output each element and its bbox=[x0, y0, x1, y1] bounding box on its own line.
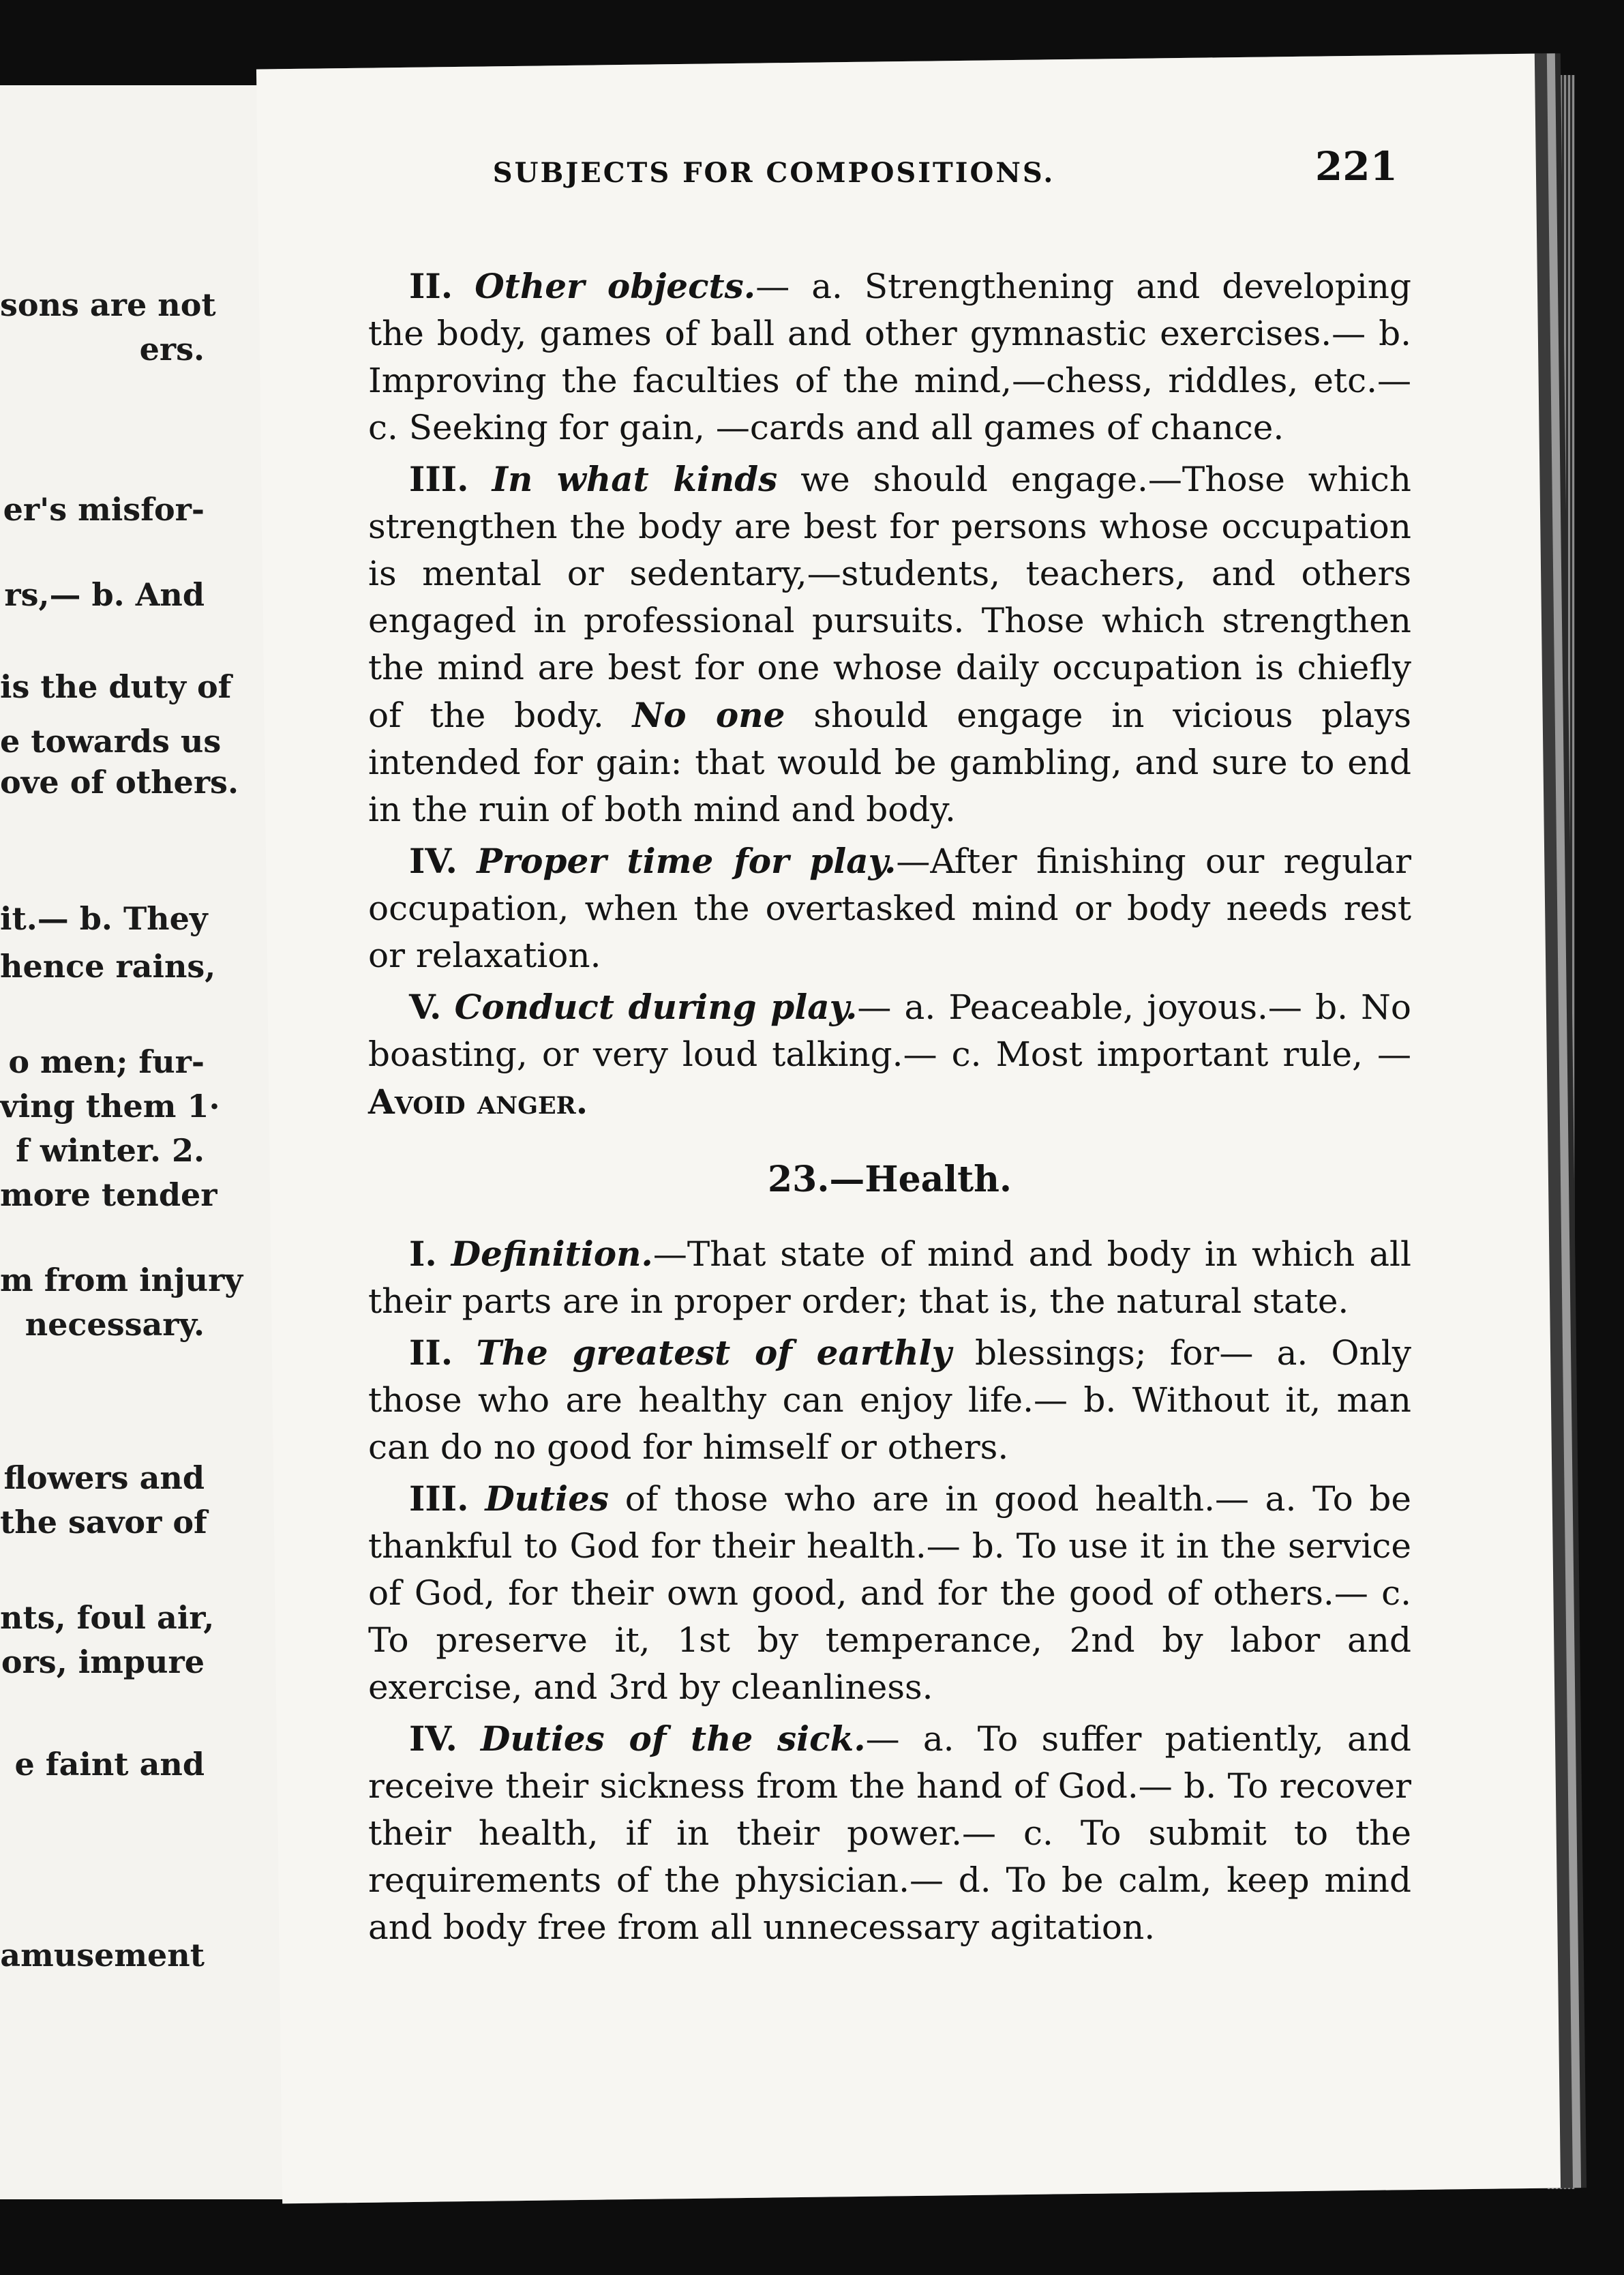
paragraph bbox=[368, 837, 1411, 979]
item-title: Definition. bbox=[451, 1234, 653, 1274]
item-title: In what kinds bbox=[492, 459, 778, 499]
left-page-text-fragment: it.— b. They bbox=[0, 900, 208, 937]
page-body bbox=[368, 263, 1411, 1955]
item-number: II. bbox=[409, 266, 453, 306]
left-page-text-fragment: e faint and bbox=[14, 1746, 205, 1783]
item-number: III. bbox=[409, 459, 469, 499]
item-text: — a. Peaceable, joyous.— b. No boasting, or very loud talking.— c. Most important rule, — bbox=[368, 987, 1411, 1074]
item-number: II. bbox=[409, 1333, 453, 1373]
item-number: V. bbox=[409, 987, 442, 1027]
left-page-text-fragment: more tender bbox=[0, 1176, 217, 1213]
item-title: Proper time for play. bbox=[477, 841, 897, 881]
paragraph bbox=[368, 1715, 1411, 1951]
left-page-text-fragment: the savor of bbox=[0, 1504, 207, 1541]
left-page-text-fragment: rs,— b. And bbox=[4, 576, 205, 613]
left-page-text-fragment: ors, impure bbox=[1, 1644, 205, 1680]
item-text: —After finishing our regular occupation, when the overtasked mind or body needs rest or relaxation. bbox=[368, 842, 1411, 975]
item-text: —That state of mind and body in which all their parts are in proper order; that is, the natural state. bbox=[368, 1234, 1411, 1321]
left-page-text-fragment: ove of others. bbox=[0, 764, 239, 801]
item-title: Other objects. bbox=[475, 266, 756, 306]
page-number: 221 bbox=[1314, 143, 1398, 190]
left-page-text-fragment: is the duty of bbox=[0, 668, 232, 705]
paragraph bbox=[368, 1230, 1411, 1325]
left-page-text-fragment: er's misfor- bbox=[3, 491, 205, 528]
item-title: Duties of the sick. bbox=[481, 1719, 866, 1759]
item-title: The greatest of earthly bbox=[476, 1333, 952, 1373]
section-heading: 23.—Health. bbox=[767, 1159, 1012, 1200]
left-page-text-fragment: necessary. bbox=[25, 1306, 205, 1343]
item-number: III. bbox=[409, 1478, 469, 1519]
item-title: Conduct during play. bbox=[454, 987, 858, 1027]
paragraph bbox=[368, 1475, 1411, 1711]
item-number: I. bbox=[409, 1234, 437, 1274]
item-text: — a. To suffer patiently, and receive their sickness from the hand of God.— b. To recover their health, if in their power.— c. To submit to the requirements of the physician.— d. To be calm, keep mind and body free from all unnecessary agitation. bbox=[368, 1719, 1411, 1947]
paragraph bbox=[368, 263, 1411, 451]
left-page bbox=[0, 85, 290, 2199]
paragraph bbox=[368, 1329, 1411, 1471]
item-title: Duties bbox=[485, 1478, 610, 1519]
left-page-text-fragment: m from injury bbox=[0, 1262, 243, 1298]
paragraph bbox=[368, 456, 1411, 833]
left-page-text-fragment: flowers and bbox=[3, 1459, 205, 1496]
item-caps: Avoid anger. bbox=[368, 1082, 588, 1122]
item-text: we should engage.—Those which strengthen the body are best for persons whose occupation is mental or sedentary,—students, teachers, and others engaged in professional pursuits. Those which strengthen the mind are best for one whose daily occupation is chiefly of the body. bbox=[368, 460, 1412, 735]
page-header bbox=[331, 136, 1398, 198]
item-text: — a. Strengthening and developing the body, games of ball and other gymnastic exercises.— b. Improving the faculties of the mind,—chess, riddles, etc.— c. Seeking for gain, —cards and all games of chance. bbox=[368, 267, 1411, 447]
left-page-text-fragment: nts, foul air, bbox=[0, 1599, 215, 1636]
left-page-text-fragment: ers. bbox=[139, 331, 205, 368]
item-number: IV. bbox=[409, 1719, 457, 1759]
item-text: blessings; for— a. Only those who are healthy can enjoy life.— b. Without it, man can do no good for himself or others. bbox=[368, 1333, 1411, 1467]
left-page-text-fragment: sons are not bbox=[0, 286, 216, 323]
left-page-text-fragment: e towards us bbox=[0, 723, 222, 760]
item-text: should engage in vicious plays intended for gain: that would be gambling, and sure to end in the ruin of both mind and body. bbox=[368, 696, 1411, 829]
left-page-text-fragment: amusement bbox=[0, 1937, 205, 1974]
running-head: SUBJECTS FOR COMPOSITIONS. bbox=[492, 157, 1055, 189]
paragraph bbox=[368, 983, 1411, 1126]
item-emphasis: No one bbox=[632, 695, 785, 735]
left-page-text-fragment: hence rains, bbox=[0, 948, 216, 985]
item-number: IV. bbox=[409, 841, 457, 881]
item-text: of those who are in good health.— a. To be thankful to God for their health.— b. To use it in the service of God, for their own good, and for the good of others.— c. To preserve it, 1st by temperance, 2nd by labor and exercise, and 3rd by cleanliness. bbox=[368, 1479, 1411, 1707]
left-page-text-fragment: f winter. 2. bbox=[16, 1132, 205, 1169]
left-page-text-fragment: o men; fur- bbox=[8, 1043, 205, 1080]
left-page-text-fragment: ving them 1· bbox=[0, 1088, 220, 1125]
